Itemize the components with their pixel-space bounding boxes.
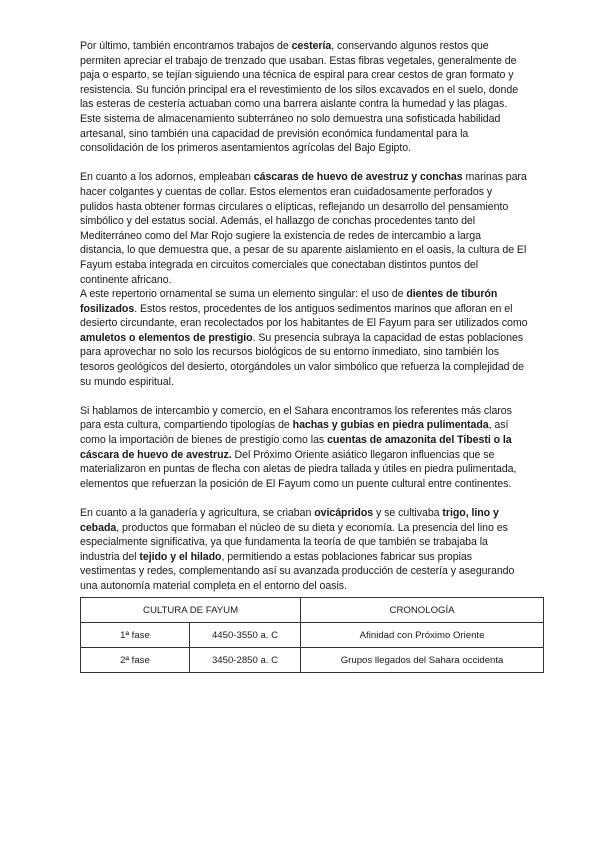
paragraph: [80, 39, 528, 156]
text-run: , así como la importación de bienes de prestigio como las: [80, 419, 509, 447]
note-cell: Grupos llegados del Sahara occidenta: [301, 648, 544, 673]
text-run: , permitiendo a estas poblaciones fabricar sus propias vestimentas y redes, complementando así su avanzada producción de cestería y asegurando una autonomía material completa en el entorno del oasis.: [80, 550, 515, 592]
text-run: , conservando algunos restos que permiten apreciar el trabajo de trenzado que usaban. Estas fibras vegetales, generalmente de paja o esparto, se tejían siguiendo una técnica de espiral para crear cestos de gran formato y resistencia. Su función principal era el revestimiento de los silos excavados en el suelo, donde las esteras de cestería actuaban como una barrera aislante contra la humedad y las plagas. Este sistema de almacenamiento subterráneo no solo demuestra una sofisticada habilidad artesanal, sino también una capacidad de previsión económica fundamental para la consolidación de los primeros asentamientos agrícolas del Bajo Egipto.: [80, 40, 519, 155]
text-run: . Estos restos, procedentes de los antiguos sedimentos marinos que afloran en el desierto circundante, eran recolectados por los habitantes de El Fayum para ser utilizados como: [80, 302, 528, 330]
text-run: , productos que formaban el núcleo de su dieta y economía. La presencia del lino es especialmente significativa, ya que fundamenta la teoría de que también se trabajaba la industria del: [80, 521, 508, 563]
text-run: En cuanto a la ganadería y agricultura, se criaban: [80, 507, 315, 519]
phase-cell: 2ª fase: [81, 648, 190, 673]
dates-cell: 4450-3550 a. C: [189, 623, 300, 648]
bold-text: trigo, lino y cebada: [80, 507, 499, 534]
table-row: [81, 648, 544, 673]
text-run: Si hablamos de intercambio y comercio, en el Sahara encontramos los referentes más claros para esta cultura, compartiendo tipologías de: [80, 404, 512, 432]
paragraph: [80, 506, 528, 594]
bold-text: cestería: [291, 40, 332, 52]
phase-cell: 1ª fase: [81, 623, 190, 648]
text-run: Por último, también encontramos trabajos de: [80, 40, 292, 52]
table-header-row: [81, 598, 544, 623]
bold-text: ovicápridos: [314, 507, 374, 519]
bold-text: dientes de tiburón fosilizados: [80, 288, 498, 315]
bold-text: cáscaras de huevo de avestruz y conchas: [253, 171, 463, 184]
text-run: y se cultivaba: [373, 507, 443, 519]
chronology-table: [80, 597, 544, 673]
text-run: . Su presencia subraya la capacidad de estas poblaciones para aprovechar no solo los recursos biológicos de su entorno inmediato, sino también los tesoros geológicos del desierto, otorgándoles un valor simbólico que refuerza la complejidad de su mundo espiritual.: [80, 331, 524, 388]
bold-text: cuentas de amazonita del Tibesti o la cáscara de huevo de avestruz.: [80, 434, 512, 461]
body-text: [80, 39, 528, 594]
table-row: [81, 623, 544, 648]
bold-text: amuletos o elementos de prestigio: [80, 331, 253, 344]
note-cell: Afinidad con Próximo Oriente: [301, 623, 544, 648]
paragraph: [80, 404, 528, 492]
text-run: Del Próximo Oriente asiático llegaron influencias que se materializaron en puntas de flecha con aletas de piedra tallada y útiles en piedra pulimentada, elementos que refuerzan la posición de El Fayum como un puente cultural entre continentes.: [80, 448, 517, 490]
bold-text: hachas y gubias en piedra pulimentada: [292, 419, 489, 432]
paragraph: [80, 287, 528, 389]
paragraph: [80, 170, 528, 287]
header-culture: CULTURA DE FAYUM: [81, 598, 301, 623]
text-run: A este repertorio ornamental se suma un elemento singular: el uso de: [80, 288, 407, 301]
bold-text: tejido y el hilado: [139, 550, 222, 563]
header-chronology: CRONOLOGÍA: [301, 598, 544, 623]
text-run: En cuanto a los adornos, empleaban: [80, 171, 254, 184]
text-run: marinas para hacer colgantes y cuentas de collar. Estos elementos eran cuidadosamente perforados y pulidos hasta obtener formas circulares o elípticas, reflejando un desarrollo del pensamiento simbólico y del estatus social. Además, el hallazgo de conchas procedentes tanto del Mediterráneo como del Mar Rojo sugiere la existencia de redes de intercambio a larga distancia, lo que demuestra que, a pesar de su aparente aislamiento en el oasis, la cultura de El Fayum estaba integrada en circuitos comerciales que conectaban distintos puntos del continente africano.: [80, 171, 527, 286]
dates-cell: 3450-2850 a. C: [189, 648, 300, 673]
